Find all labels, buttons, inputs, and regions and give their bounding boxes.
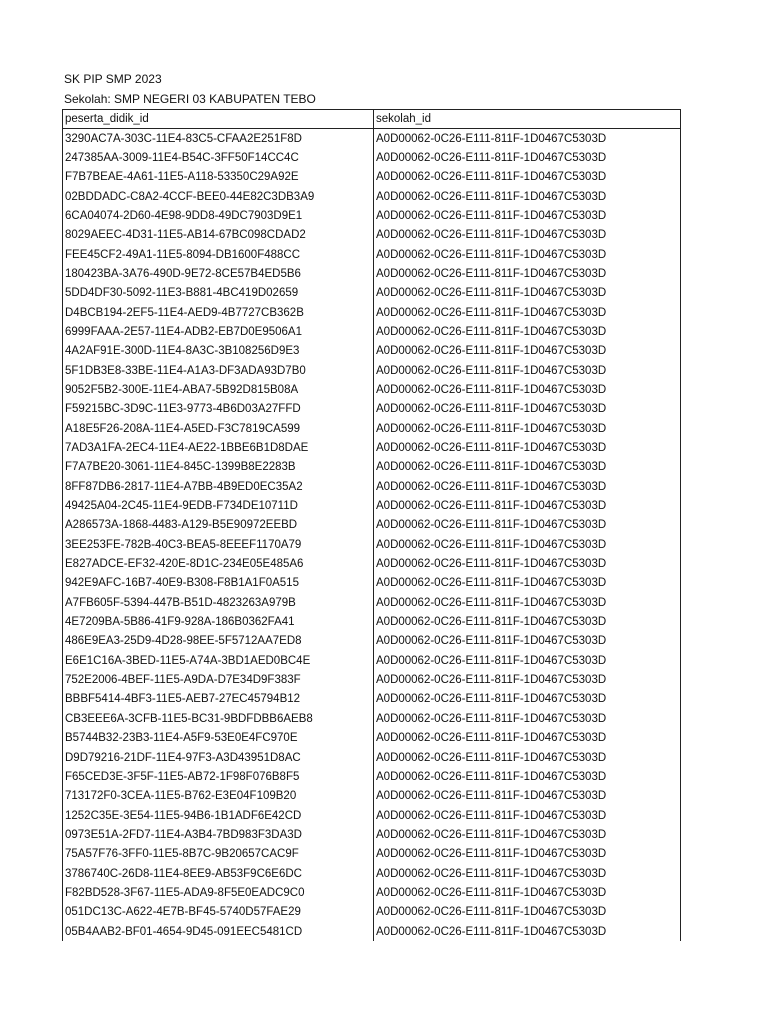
sekolah-id-cell: A0D00062-0C26-E111-811F-1D0467C5303D: [374, 612, 681, 631]
table-row: [63, 574, 681, 593]
peserta-didik-id-cell: F82BD528-3F67-11E5-ADA9-8F5E0EADC9C0: [63, 883, 374, 902]
table-row: [63, 516, 681, 535]
peserta-didik-id-cell: 3EE253FE-782B-40C3-BEA5-8EEEF1170A79: [63, 535, 374, 554]
table-row: [63, 187, 681, 206]
table-row: [63, 748, 681, 767]
peserta-didik-id-cell: A7FB605F-5394-447B-B51D-4823263A979B: [63, 593, 374, 612]
peserta-didik-id-cell: F59215BC-3D9C-11E3-9773-4B6D03A27FFD: [63, 400, 374, 419]
sekolah-id-cell: A0D00062-0C26-E111-811F-1D0467C5303D: [374, 496, 681, 515]
table-row: [63, 767, 681, 786]
table-row: [63, 438, 681, 457]
table-row: [63, 690, 681, 709]
sekolah-id-cell: A0D00062-0C26-E111-811F-1D0467C5303D: [374, 458, 681, 477]
peserta-didik-id-cell: 752E2006-4BEF-11E5-A9DA-D7E34D9F383F: [63, 670, 374, 689]
peserta-didik-id-cell: F7B7BEAE-4A61-11E5-A118-53350C29A92E: [63, 168, 374, 187]
sekolah-id-cell: A0D00062-0C26-E111-811F-1D0467C5303D: [374, 535, 681, 554]
table-row: [63, 303, 681, 322]
sekolah-id-cell: A0D00062-0C26-E111-811F-1D0467C5303D: [374, 264, 681, 283]
sekolah-id-cell: A0D00062-0C26-E111-811F-1D0467C5303D: [374, 168, 681, 187]
table-row: [63, 458, 681, 477]
table-row: [63, 922, 681, 941]
document-title: SK PIP SMP 2023: [64, 72, 162, 86]
peserta-didik-id-cell: BBBF5414-4BF3-11E5-AEB7-27EC45794B12: [63, 690, 374, 709]
peserta-didik-id-cell: 713172F0-3CEA-11E5-B762-E3E04F109B20: [63, 787, 374, 806]
sekolah-id-cell: A0D00062-0C26-E111-811F-1D0467C5303D: [374, 226, 681, 245]
peserta-didik-id-cell: 3786740C-26D8-11E4-8EE9-AB53F9C6E6DC: [63, 864, 374, 883]
sekolah-id-cell: A0D00062-0C26-E111-811F-1D0467C5303D: [374, 883, 681, 902]
peserta-didik-id-cell: 6CA04074-2D60-4E98-9DD8-49DC7903D9E1: [63, 206, 374, 225]
table-row: [63, 400, 681, 419]
table-row: [63, 226, 681, 245]
sekolah-id-cell: A0D00062-0C26-E111-811F-1D0467C5303D: [374, 593, 681, 612]
sekolah-id-cell: A0D00062-0C26-E111-811F-1D0467C5303D: [374, 651, 681, 670]
sekolah-id-cell: A0D00062-0C26-E111-811F-1D0467C5303D: [374, 806, 681, 825]
table-row: [63, 883, 681, 902]
peserta-didik-id-cell: F65CED3E-3F5F-11E5-AB72-1F98F076B8F5: [63, 767, 374, 786]
peserta-didik-id-cell: B5744B32-23B3-11E4-A5F9-53E0E4FC970E: [63, 729, 374, 748]
sekolah-id-cell: A0D00062-0C26-E111-811F-1D0467C5303D: [374, 187, 681, 206]
table-row: [63, 787, 681, 806]
sekolah-id-cell: A0D00062-0C26-E111-811F-1D0467C5303D: [374, 477, 681, 496]
table-row: [63, 806, 681, 825]
sekolah-id-cell: A0D00062-0C26-E111-811F-1D0467C5303D: [374, 690, 681, 709]
table-row: [63, 554, 681, 573]
peserta-didik-id-cell: 02BDDADC-C8A2-4CCF-BEE0-44E82C3DB3A9: [63, 187, 374, 206]
column-header-peserta-didik-id: peserta_didik_id: [63, 110, 374, 129]
table-row: [63, 651, 681, 670]
document-page: [62, 70, 680, 941]
peserta-didik-id-cell: 247385AA-3009-11E4-B54C-3FF50F14CC4C: [63, 148, 374, 167]
peserta-didik-id-cell: E827ADCE-EF32-420E-8D1C-234E05E485A6: [63, 554, 374, 573]
table-row: [63, 168, 681, 187]
table-row: [63, 206, 681, 225]
column-header-sekolah-id: sekolah_id: [374, 110, 681, 129]
sekolah-id-cell: A0D00062-0C26-E111-811F-1D0467C5303D: [374, 903, 681, 922]
peserta-didik-id-cell: 4A2AF91E-300D-11E4-8A3C-3B108256D9E3: [63, 342, 374, 361]
sekolah-id-cell: A0D00062-0C26-E111-811F-1D0467C5303D: [374, 206, 681, 225]
sekolah-id-cell: A0D00062-0C26-E111-811F-1D0467C5303D: [374, 670, 681, 689]
sekolah-id-cell: A0D00062-0C26-E111-811F-1D0467C5303D: [374, 438, 681, 457]
table-row: [63, 129, 681, 148]
sekolah-id-cell: A0D00062-0C26-E111-811F-1D0467C5303D: [374, 245, 681, 264]
sekolah-id-cell: A0D00062-0C26-E111-811F-1D0467C5303D: [374, 322, 681, 341]
sekolah-id-cell: A0D00062-0C26-E111-811F-1D0467C5303D: [374, 148, 681, 167]
table-row: [63, 709, 681, 728]
peserta-didik-id-cell: 5F1DB3E8-33BE-11E4-A1A3-DF3ADA93D7B0: [63, 361, 374, 380]
sekolah-id-cell: A0D00062-0C26-E111-811F-1D0467C5303D: [374, 361, 681, 380]
table-row: [63, 496, 681, 515]
sekolah-id-cell: A0D00062-0C26-E111-811F-1D0467C5303D: [374, 574, 681, 593]
table-row: [63, 380, 681, 399]
peserta-didik-id-cell: 180423BA-3A76-490D-9E72-8CE57B4ED5B6: [63, 264, 374, 283]
sekolah-id-cell: A0D00062-0C26-E111-811F-1D0467C5303D: [374, 284, 681, 303]
sekolah-id-cell: A0D00062-0C26-E111-811F-1D0467C5303D: [374, 825, 681, 844]
table-row: [63, 535, 681, 554]
table-row: [63, 245, 681, 264]
table-row: [63, 284, 681, 303]
table-row: [63, 825, 681, 844]
sekolah-id-cell: A0D00062-0C26-E111-811F-1D0467C5303D: [374, 748, 681, 767]
peserta-didik-id-cell: 942E9AFC-16B7-40E9-B308-F8B1A1F0A515: [63, 574, 374, 593]
sekolah-id-cell: A0D00062-0C26-E111-811F-1D0467C5303D: [374, 303, 681, 322]
school-name: Sekolah: SMP NEGERI 03 KABUPATEN TEBO: [64, 91, 316, 106]
student-table: [62, 109, 681, 941]
table-row: [63, 729, 681, 748]
peserta-didik-id-cell: F7A7BE20-3061-11E4-845C-1399B8E2283B: [63, 458, 374, 477]
peserta-didik-id-cell: 8029AEEC-4D31-11E5-AB14-67BC098CDAD2: [63, 226, 374, 245]
peserta-didik-id-cell: 0973E51A-2FD7-11E4-A3B4-7BD983F3DA3D: [63, 825, 374, 844]
peserta-didik-id-cell: 3290AC7A-303C-11E4-83C5-CFAA2E251F8D: [63, 129, 374, 148]
table-row: [63, 361, 681, 380]
peserta-didik-id-cell: 9052F5B2-300E-11E4-ABA7-5B92D815B08A: [63, 380, 374, 399]
peserta-didik-id-cell: A286573A-1868-4483-A129-B5E90972EEBD: [63, 516, 374, 535]
sekolah-id-cell: A0D00062-0C26-E111-811F-1D0467C5303D: [374, 129, 681, 148]
peserta-didik-id-cell: 75A57F76-3FF0-11E5-8B7C-9B20657CAC9F: [63, 845, 374, 864]
table-body: [63, 129, 681, 941]
sekolah-id-cell: A0D00062-0C26-E111-811F-1D0467C5303D: [374, 787, 681, 806]
table-row: [63, 148, 681, 167]
table-row: [63, 264, 681, 283]
table-row: [63, 632, 681, 651]
sekolah-id-cell: A0D00062-0C26-E111-811F-1D0467C5303D: [374, 419, 681, 438]
sekolah-id-cell: A0D00062-0C26-E111-811F-1D0467C5303D: [374, 922, 681, 941]
table-row: [63, 864, 681, 883]
table-header-row: [63, 110, 681, 129]
peserta-didik-id-cell: 6999FAAA-2E57-11E4-ADB2-EB7D0E9506A1: [63, 322, 374, 341]
table-row: [63, 670, 681, 689]
table-row: [63, 342, 681, 361]
peserta-didik-id-cell: 5DD4DF30-5092-11E3-B881-4BC419D02659: [63, 284, 374, 303]
sekolah-id-cell: A0D00062-0C26-E111-811F-1D0467C5303D: [374, 380, 681, 399]
peserta-didik-id-cell: A18E5F26-208A-11E4-A5ED-F3C7819CA599: [63, 419, 374, 438]
table-row: [63, 419, 681, 438]
peserta-didik-id-cell: 1252C35E-3E54-11E5-94B6-1B1ADF6E42CD: [63, 806, 374, 825]
peserta-didik-id-cell: D4BCB194-2EF5-11E4-AED9-4B7727CB362B: [63, 303, 374, 322]
sekolah-id-cell: A0D00062-0C26-E111-811F-1D0467C5303D: [374, 767, 681, 786]
sekolah-id-cell: A0D00062-0C26-E111-811F-1D0467C5303D: [374, 400, 681, 419]
table-row: [63, 593, 681, 612]
sekolah-id-cell: A0D00062-0C26-E111-811F-1D0467C5303D: [374, 864, 681, 883]
peserta-didik-id-cell: 4E7209BA-5B86-41F9-928A-186B0362FA41: [63, 612, 374, 631]
peserta-didik-id-cell: 05B4AAB2-BF01-4654-9D45-091EEC5481CD: [63, 922, 374, 941]
table-row: [63, 612, 681, 631]
table-row: [63, 477, 681, 496]
sekolah-id-cell: A0D00062-0C26-E111-811F-1D0467C5303D: [374, 729, 681, 748]
table-row: [63, 845, 681, 864]
peserta-didik-id-cell: 486E9EA3-25D9-4D28-98EE-5F5712AA7ED8: [63, 632, 374, 651]
peserta-didik-id-cell: 051DC13C-A622-4E7B-BF45-5740D57FAE29: [63, 903, 374, 922]
peserta-didik-id-cell: 7AD3A1FA-2EC4-11E4-AE22-1BBE6B1D8DAE: [63, 438, 374, 457]
peserta-didik-id-cell: E6E1C16A-3BED-11E5-A74A-3BD1AED0BC4E: [63, 651, 374, 670]
peserta-didik-id-cell: CB3EEE6A-3CFB-11E5-BC31-9BDFDBB6AEB8: [63, 709, 374, 728]
sekolah-id-cell: A0D00062-0C26-E111-811F-1D0467C5303D: [374, 516, 681, 535]
table-row: [63, 322, 681, 341]
peserta-didik-id-cell: 8FF87DB6-2817-11E4-A7BB-4B9ED0EC35A2: [63, 477, 374, 496]
peserta-didik-id-cell: FEE45CF2-49A1-11E5-8094-DB1600F488CC: [63, 245, 374, 264]
table-row: [63, 903, 681, 922]
sekolah-id-cell: A0D00062-0C26-E111-811F-1D0467C5303D: [374, 845, 681, 864]
sekolah-id-cell: A0D00062-0C26-E111-811F-1D0467C5303D: [374, 554, 681, 573]
sekolah-id-cell: A0D00062-0C26-E111-811F-1D0467C5303D: [374, 342, 681, 361]
sekolah-id-cell: A0D00062-0C26-E111-811F-1D0467C5303D: [374, 632, 681, 651]
sekolah-id-cell: A0D00062-0C26-E111-811F-1D0467C5303D: [374, 709, 681, 728]
peserta-didik-id-cell: 49425A04-2C45-11E4-9EDB-F734DE10711D: [63, 496, 374, 515]
peserta-didik-id-cell: D9D79216-21DF-11E4-97F3-A3D43951D8AC: [63, 748, 374, 767]
